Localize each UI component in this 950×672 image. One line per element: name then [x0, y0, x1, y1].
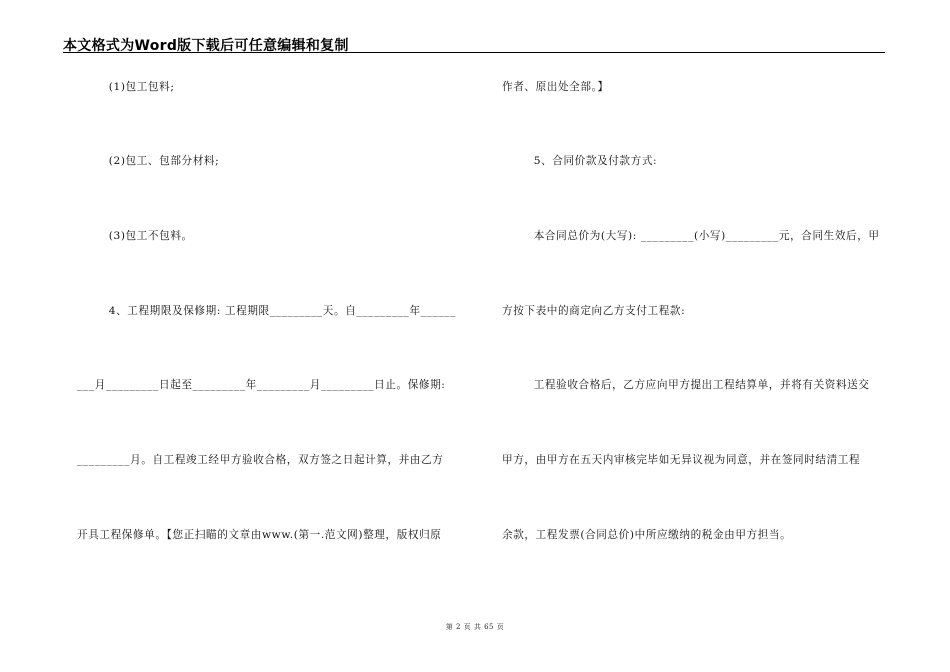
- text-line: 方按下表中的商定向乙方支付工程款:: [502, 305, 686, 317]
- text-line: 作者、原出处全部。】: [502, 81, 609, 93]
- text-line: ___月_________日起至_________年_________月_________日止。保修期:: [77, 379, 446, 391]
- text-line: 余款，工程发票(合同总价)中所应缴纳的税金由甲方担当。: [502, 529, 792, 541]
- text-line: (3)包工不包料。: [77, 230, 193, 242]
- text-line: (1)包工包料;: [77, 81, 175, 93]
- header-divider: [63, 52, 885, 53]
- text-line: 5、合同价款及付款方式:: [502, 155, 658, 167]
- text-line: 甲方，由甲方在五天内审核完毕如无异议视为同意，并在签同时结清工程: [502, 454, 861, 466]
- text-line: _________月。自工程竣工经甲方验收合格，双方签之日起计算，并由乙方: [77, 454, 444, 466]
- text-line: 本合同总价为(大写): _________(小写)_________元，合同生效后，甲: [502, 230, 880, 242]
- text-line: 开具工程保修单。【您正扫瞄的文章由www.(第一.范文网)整理，版权归原: [77, 529, 442, 541]
- text-line: 4、工程期限及保修期: 工程期限_________天。自_________年______: [77, 305, 457, 317]
- page-header: [0, 0, 950, 54]
- text-line: 工程验收合格后，乙方应向甲方提出工程结算单，并将有关资料送交: [502, 379, 870, 391]
- page-number: 第 2 页 共 65 页: [445, 623, 505, 631]
- text-line: (2)包工、包部分材料;: [77, 155, 220, 167]
- document-title: 本文格式为Word版下载后可任意编辑和复制: [63, 38, 349, 54]
